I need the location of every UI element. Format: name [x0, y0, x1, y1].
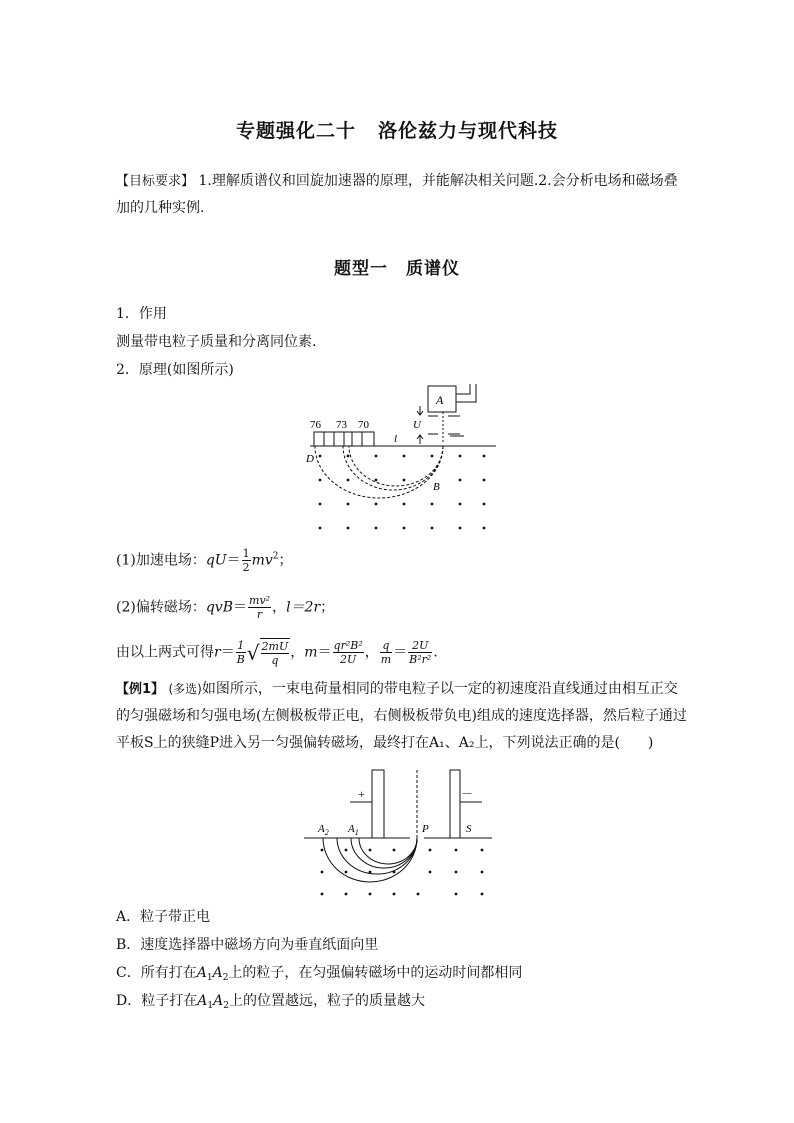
option-c-sym2: A: [212, 965, 223, 981]
option-a-text: 粒子带正电: [140, 909, 211, 925]
formula3-m-num: qr²B²: [333, 639, 363, 652]
formula3-rad-num: 2mU: [261, 640, 289, 653]
example-1: [116, 676, 690, 757]
formula3-qm-den: B²r²: [409, 653, 432, 666]
mass-spectrometer-figure: [300, 382, 500, 532]
option-a[interactable]: [116, 906, 210, 926]
title-part2: 洛伦兹力与现代科技: [378, 120, 559, 142]
formula3-eq2: ＝: [317, 644, 332, 661]
formula2-end: ；: [320, 599, 335, 616]
formula1-end: ；: [278, 552, 293, 569]
label-P: P: [422, 823, 429, 835]
option-c-pre: 所有打在: [140, 965, 197, 981]
label-plus: +: [358, 787, 365, 801]
formula2-eq: ＝: [233, 599, 248, 616]
formula1-frac: [242, 547, 251, 574]
label-A2: $A_2$: [318, 823, 329, 837]
formula3-r-frac: [236, 639, 246, 666]
label-A1: $A_1$: [348, 823, 359, 837]
option-c-sub2: 2: [222, 973, 229, 983]
formula2-lhs: qvB: [205, 599, 234, 616]
option-c-label: C．: [116, 965, 141, 981]
formula1-lhs: qU: [205, 552, 227, 569]
formula3-eq3: ＝: [393, 644, 408, 661]
formula3-q-den: m: [380, 653, 392, 666]
section-heading: [0, 254, 794, 279]
formula3-r-den: B: [236, 653, 245, 666]
formula2-den: r: [256, 608, 263, 621]
label-70: 70: [358, 419, 369, 431]
formula3-m-den: 2U: [339, 653, 357, 666]
title-part1: 专题强化二十: [235, 120, 356, 142]
formula3-end: .: [433, 644, 438, 661]
formula3-q-num: q: [380, 639, 392, 653]
formula1-prefix: (1)加速电场：: [116, 552, 206, 569]
velocity-selector-figure: [300, 768, 496, 900]
option-c[interactable]: [116, 962, 522, 983]
goals-paragraph: [116, 168, 688, 222]
formula2-prefix: (2)偏转磁场：: [116, 599, 206, 616]
item1-label: 1．作用: [116, 306, 167, 322]
option-b-text: 速度选择器中磁场方向为垂直纸面向里: [140, 937, 379, 953]
formula1-sup: 2: [272, 551, 279, 562]
formula3-rad-den: q: [271, 654, 279, 667]
option-d-sym1: A: [197, 993, 208, 1009]
example-text: 如图所示，一束电荷量相同的带电粒子以一定的初速度沿直线通过由相互正交的匀强磁场和匀强电场(左侧极板带正电，右侧极板带负电)组成的速度选择器，然后粒子通过平板S上的狭缝P进入另一匀强偏转磁场，最终打在A₁、A₂上，下列说法正确的是( ): [116, 681, 687, 751]
option-c-post: 上的粒子，在匀强偏转磁场中的运动时间都相同: [228, 965, 523, 981]
goals-text: 1.理解质谱仪和回旋加速器的原理，并能解决相关问题.2.会分析电场和磁场叠加的几种实例.: [116, 173, 678, 216]
formula3-m-lhs: m: [304, 644, 318, 661]
formula3-radicand: [260, 638, 291, 667]
label-l: l: [394, 433, 398, 445]
formula-derived: [116, 638, 438, 667]
example-tag: 【例1】: [116, 682, 165, 697]
label-D: D: [306, 453, 314, 465]
option-a-label: A．: [116, 909, 141, 925]
option-b-label: B．: [116, 937, 141, 953]
formula1-eq: ＝: [226, 552, 241, 569]
option-c-sub1: 1: [206, 973, 213, 983]
formula3-r-lhs: r: [214, 644, 221, 661]
section-part1: 题型一: [334, 259, 388, 279]
item1-text: 测量带电粒子质量和分离同位素.: [116, 334, 317, 350]
option-b[interactable]: [116, 934, 378, 954]
label-B: B: [433, 481, 440, 493]
formula3-r-num: 1: [237, 639, 245, 652]
label-A: A: [436, 393, 444, 407]
label-S: S: [466, 823, 472, 835]
formula3-eq1: ＝: [220, 644, 235, 661]
formula3-sep1: ，: [290, 644, 305, 661]
formula-accelerating: [116, 547, 293, 574]
label-76: 76: [310, 419, 321, 431]
label-U: U: [413, 419, 421, 431]
formula3-rad-frac: [261, 640, 290, 667]
formula1-den: 2: [242, 561, 250, 574]
option-c-sym1: A: [196, 965, 207, 981]
option-d-sym2: A: [213, 993, 224, 1009]
goals-tag: 【目标要求】: [116, 174, 195, 189]
formula3-q-frac: [380, 639, 392, 666]
formula1-rhs: mv: [251, 552, 273, 569]
formula3-prefix: 由以上两式可得: [116, 644, 214, 661]
item2-label: 2．原理(如图所示): [116, 362, 234, 378]
formula2-num: mv²: [249, 594, 271, 607]
option-d-pre: 粒子打在: [141, 993, 198, 1009]
section-part2: 质谱仪: [406, 259, 460, 279]
option-d-post: 上的位置越远，粒子的质量越大: [228, 993, 425, 1009]
option-d-label: D．: [116, 993, 142, 1009]
formula-deflecting: [116, 594, 334, 621]
option-d-sub1: 1: [207, 1001, 214, 1011]
formula3-qm-num: 2U: [408, 639, 432, 653]
option-d[interactable]: [116, 990, 425, 1011]
label-minus: －: [461, 787, 474, 801]
formula2-sep: ，: [272, 599, 287, 616]
example-multi: (多选): [168, 682, 202, 696]
formula1-num: 1: [242, 547, 250, 560]
option-d-sub2: 2: [223, 1001, 229, 1011]
formula3-qm-frac: [408, 639, 432, 666]
formula3-sep2: ，: [364, 644, 379, 661]
formula3-m-frac: [333, 639, 364, 666]
formula2-rhs: l＝2r: [286, 599, 321, 616]
sqrt-icon: √: [246, 640, 260, 665]
page-title: [0, 116, 794, 143]
formula2-frac: [248, 594, 271, 621]
label-73: 73: [336, 419, 347, 431]
